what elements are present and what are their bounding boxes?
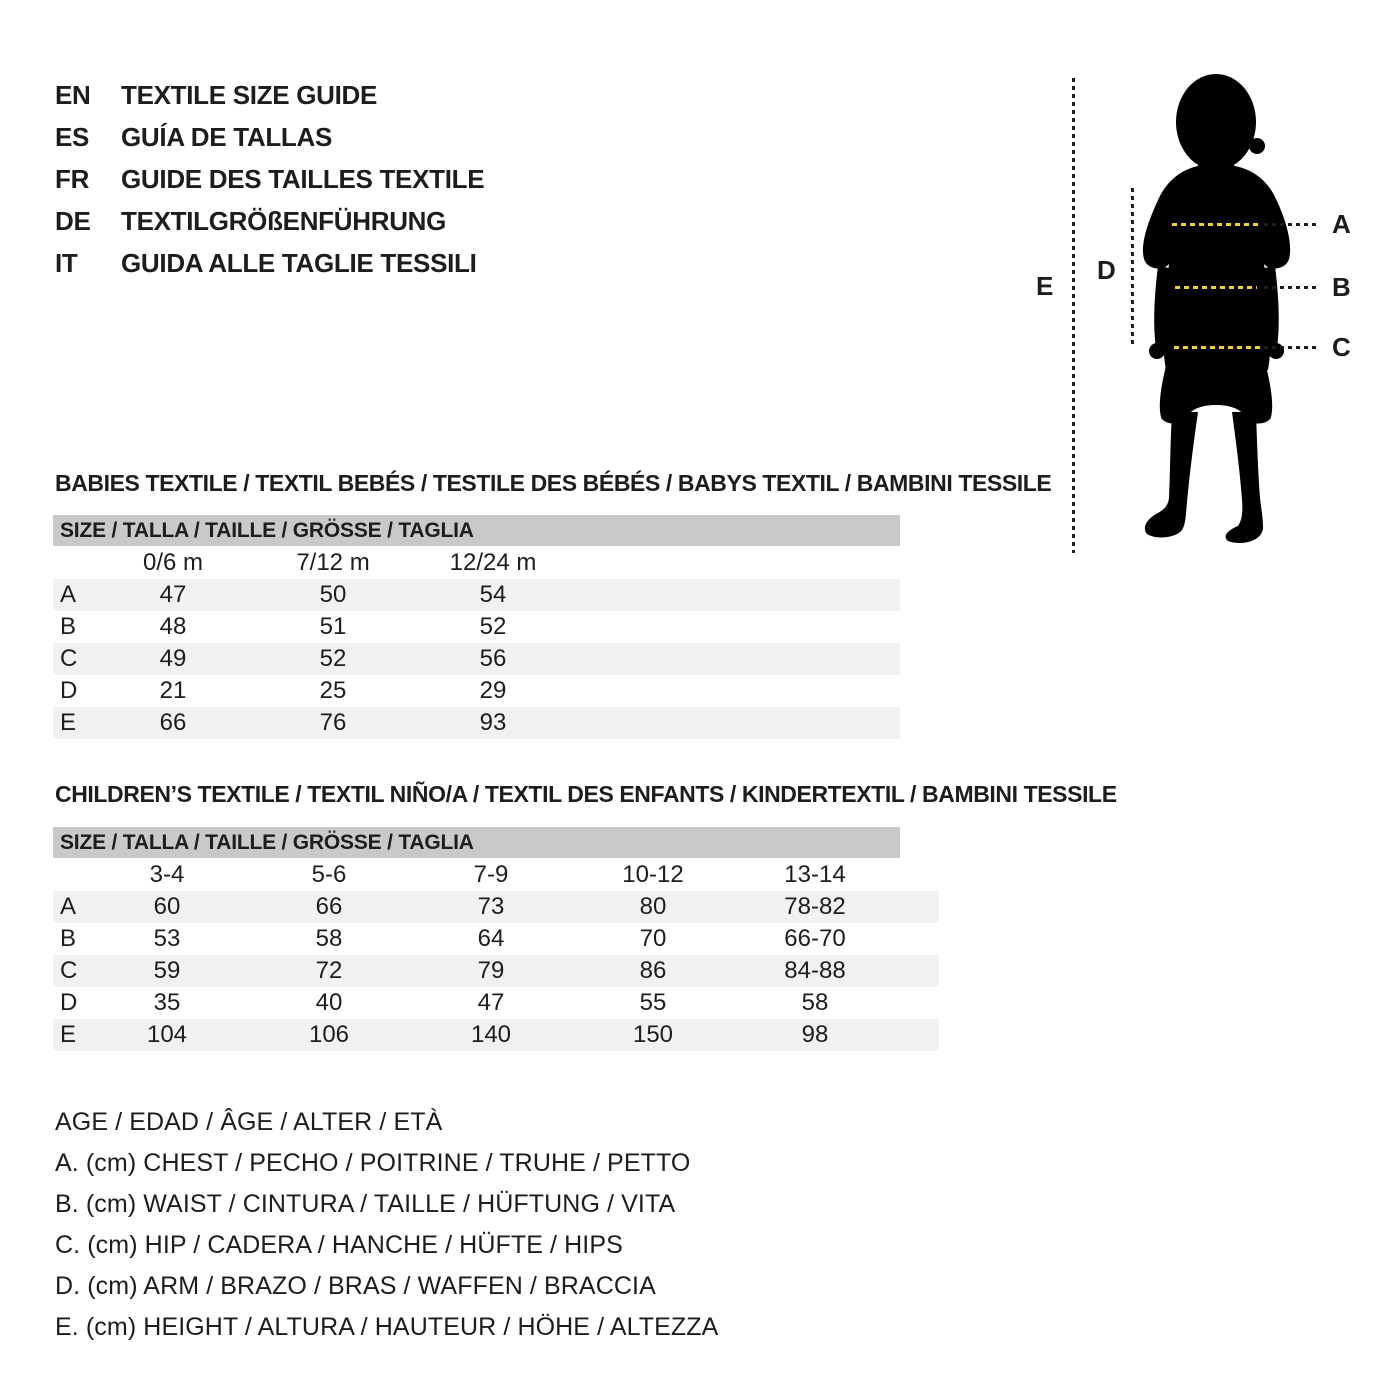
waist-measure-dash	[1175, 286, 1257, 289]
column-header: 0/6 m	[142, 548, 204, 576]
measurement-figure	[1020, 60, 1390, 565]
cell: 52	[253, 643, 413, 675]
language-row	[55, 242, 484, 284]
cell: 50	[253, 579, 413, 611]
cell: 49	[93, 643, 253, 675]
cell: 72	[248, 955, 410, 987]
cell: 66	[248, 891, 410, 923]
cell: 73	[410, 891, 572, 923]
legend-item: E. (cm) HEIGHT / ALTURA / HAUTEUR / HÖHE / ALTEZZA	[55, 1313, 719, 1341]
column-header: 7-9	[473, 860, 509, 888]
children-size-grid	[53, 858, 939, 1051]
column-header: 5-6	[311, 860, 347, 888]
language-title: TEXTILGRÖßENFÜHRUNG	[121, 205, 447, 236]
table-row	[53, 923, 939, 955]
measure-label-a: A	[1332, 209, 1351, 239]
table-row	[53, 643, 900, 675]
chest-measure-dash	[1172, 223, 1262, 226]
hip-measure-leader	[1264, 346, 1320, 349]
language-title: GUIDA ALLE TAGLIE TESSILI	[121, 247, 477, 278]
cell: 56	[413, 643, 573, 675]
column-header: 13-14	[784, 860, 846, 888]
cell: 48	[159, 613, 187, 640]
row-label: B	[60, 925, 77, 952]
column-header-row	[53, 858, 939, 891]
language-row	[55, 74, 484, 116]
measure-label-d: D	[1097, 255, 1116, 285]
legend-item: B. (cm) WAIST / CINTURA / TAILLE / HÜFTUNG / VITA	[55, 1190, 676, 1218]
row-label: E	[53, 1019, 86, 1051]
cell: 21	[159, 677, 187, 704]
cell: 52	[479, 613, 507, 640]
height-measure-line	[1072, 78, 1075, 553]
language-list	[55, 74, 484, 284]
cell: 55	[639, 989, 667, 1016]
language-code: DE	[55, 205, 91, 236]
chest-measure-leader	[1264, 223, 1320, 226]
legend-items	[55, 1143, 718, 1348]
row-label: B	[60, 613, 77, 640]
cell: 25	[319, 677, 347, 704]
child-silhouette	[1120, 60, 1350, 560]
cell: 150	[572, 1019, 734, 1051]
language-row	[55, 200, 484, 242]
cell: 53	[153, 925, 181, 952]
cell: 76	[253, 707, 413, 739]
row-label: C	[53, 643, 93, 675]
language-title: TEXTILE SIZE GUIDE	[121, 79, 378, 110]
cell: 66-70	[784, 925, 846, 952]
waist-measure-leader	[1264, 286, 1320, 289]
language-code: FR	[55, 163, 90, 194]
cell: 104	[86, 1019, 248, 1051]
cell: 51	[319, 613, 347, 640]
cell: 66	[93, 707, 253, 739]
cell: 47	[93, 579, 253, 611]
measure-label-c: C	[1332, 332, 1351, 362]
row-label: D	[60, 989, 78, 1016]
cell: 86	[572, 955, 734, 987]
cell: 54	[413, 579, 573, 611]
legend-item: D. (cm) ARM / BRAZO / BRAS / WAFFEN / BRACCIA	[55, 1272, 656, 1300]
column-header: 7/12 m	[296, 548, 370, 576]
cell: 84-88	[734, 955, 896, 987]
table-row	[53, 955, 939, 987]
row-label: A	[53, 891, 86, 923]
column-header: 3-4	[149, 860, 185, 888]
babies-table	[53, 515, 900, 739]
table-row	[53, 891, 939, 923]
language-code: ES	[55, 121, 90, 152]
table-row	[53, 1019, 939, 1051]
row-label: A	[53, 579, 93, 611]
language-row	[55, 116, 484, 158]
cell: 78-82	[734, 891, 896, 923]
column-header: 12/24 m	[449, 548, 537, 576]
cell: 70	[639, 925, 667, 952]
cell: 40	[315, 989, 343, 1016]
cell: 98	[734, 1019, 896, 1051]
language-code: IT	[55, 247, 78, 278]
cell: 64	[477, 925, 505, 952]
row-label: E	[53, 707, 93, 739]
language-title: GUIDE DES TAILLES TEXTILE	[121, 163, 485, 194]
cell: 35	[153, 989, 181, 1016]
table-row	[53, 675, 900, 707]
cell: 80	[572, 891, 734, 923]
cell: 140	[410, 1019, 572, 1051]
cell: 59	[86, 955, 248, 987]
row-label: C	[53, 955, 86, 987]
legend-age-line: AGE / EDAD / ÂGE / ALTER / ETÀ	[55, 1108, 443, 1136]
cell: 29	[479, 677, 507, 704]
cell: 58	[315, 925, 343, 952]
cell: 79	[410, 955, 572, 987]
legend	[55, 1102, 718, 1348]
table-row	[53, 707, 900, 739]
babies-size-grid	[53, 546, 900, 739]
legend-item: A. (cm) CHEST / PECHO / POITRINE / TRUHE / PETTO	[55, 1149, 691, 1177]
measure-label-e: E	[1036, 271, 1054, 301]
cell: 106	[248, 1019, 410, 1051]
cell: 58	[801, 989, 829, 1016]
column-header-row	[53, 546, 900, 579]
children-table	[53, 827, 900, 1051]
row-label: D	[60, 677, 78, 704]
cell: 60	[86, 891, 248, 923]
cell: 93	[413, 707, 573, 739]
children-section-heading: CHILDREN’S TEXTILE / TEXTIL NIÑO/A / TEXTIL DES ENFANTS / KINDERTEXTIL / BAMBINI TESSILE	[55, 781, 1117, 807]
table-row	[53, 611, 900, 643]
babies-size-header: SIZE / TALLA / TAILLE / GRÖSSE / TAGLIA	[53, 515, 900, 546]
legend-item: C. (cm) HIP / CADERA / HANCHE / HÜFTE / HIPS	[55, 1231, 623, 1259]
table-row	[53, 987, 939, 1019]
language-code: EN	[55, 79, 91, 110]
cell: 47	[477, 989, 505, 1016]
children-size-header: SIZE / TALLA / TAILLE / GRÖSSE / TAGLIA	[53, 827, 900, 858]
language-title: GUÍA DE TALLAS	[121, 121, 333, 152]
table-row	[53, 579, 900, 611]
hip-measure-dash	[1174, 346, 1262, 349]
column-header: 10-12	[622, 860, 684, 888]
measure-label-b: B	[1332, 272, 1351, 302]
babies-section-heading: BABIES TEXTILE / TEXTIL BEBÉS / TESTILE DES BÉBÉS / BABYS TEXTIL / BAMBINI TESSILE	[55, 470, 1052, 496]
language-row	[55, 158, 484, 200]
